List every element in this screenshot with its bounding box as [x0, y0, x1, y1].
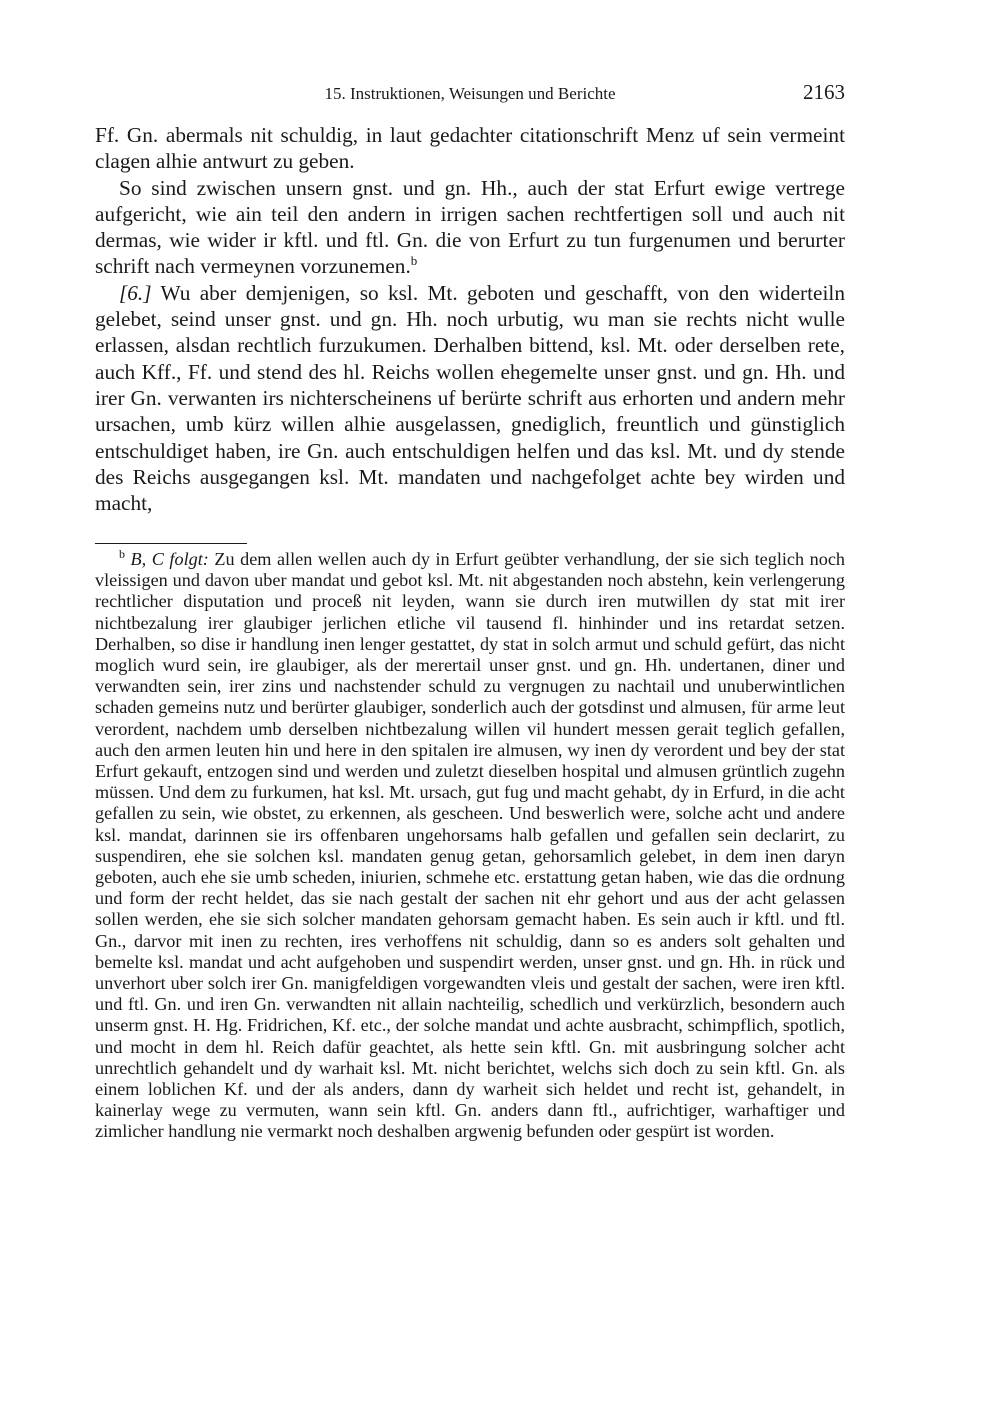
paragraph-2 — [95, 175, 845, 280]
footnote-mark: b — [119, 546, 125, 561]
main-text — [95, 122, 845, 516]
paragraph-1: Ff. Gn. abermals nit schuldig, in laut gedachter citationschrift Menz uf sein vermeint clagen alhie antwurt zu geben. — [95, 123, 845, 174]
running-head — [95, 80, 845, 108]
footnote-siglum: B, C folgt: — [130, 549, 209, 569]
paragraph-2-text: So sind zwischen unsern gnst. und gn. Hh., auch der stat Erfurt ewige vertrege aufgericht, wie ain teil den andern in irrigen sachen rechtfertigen soll und auch nit dermas, wie wider ir kftl. und ftl. Gn. die von Erfurt zu tun furgenumen und berurter schrift nach vermeynen vorzunemen. — [95, 175, 845, 279]
footnote-b — [95, 546, 845, 1143]
footnote-b-paragraph — [95, 546, 845, 1143]
paragraph-3 — [95, 280, 845, 517]
footnote-divider — [95, 543, 247, 544]
page-number: 2163 — [803, 80, 845, 104]
footnote-text: Zu dem allen wellen auch dy in Erfurt geübter verhandlung, der sie sich teglich noch vleissigen und davon uber mandat und gebot ksl. Mt. nit abgestanden noch abstehn, kein verlengerung rechtlicher disputation und proceß nit leyden, wann sie durch iren mutwillen dy stat mit irer nichtbezalung irer glaubiger jerlichen etliche vil tausend fl. hinhinder und ins retardat setzen. Derhalben, so dise ir handlung inen lenger gestattet, dy stat in solch armut und schuld gefürt, das nicht moglich wurd sein, ire glaubiger, als der merertail unser gnst. und gn. Hh. undertanen, diner und verwandten sein, irer zins und nachstender schuld zu vergnugen zu nachtail und unuberwintlichen schaden gemeins nutz und berürter glaubiger, sonderlich auch der gotsdinst und almusen, für arme leut verordent, nachdem umb derselben nichtbezalung willen vil hundert messen gerait teglich gefallen, auch den armen leuten hin und here in den spitalen ire almusen, wy inen dy verordent und bey der stat Erfurt gekauft, entzogen sind und werden und zuletzt dieselben hospital und almusen grüntlich zugehn müssen. Und dem zu furkumen, hat ksl. Mt. ursach, gut fug und macht gehabt, dy in Erfurd, in die acht gefallen zu sein, wie obstet, zu erkennen, als gescheen. Und beswerlich were, solche acht und andere ksl. mandat, darinnen sie irs offenbaren ungehorsams halb gefallen und gefallen sein declarirt, zu suspendiren, ehe sie solchen ksl. mandaten genug getan, gehorsamlich gelebet, in dem inen daryn geboten, auch ehe sie umb scheden, iniurien, schmehe etc. erstattung getan haben, wie das die ordnung und form der recht heldet, das sie nach gestalt der sachen nit ehr gehort und aus der acht gelassen sollen werden, ehe sie sich solcher mandaten gehorsam gemacht haben. Es sein auch ir kftl. und ftl. Gn., darvor mit inen zu rechten, ires verhoffens nit schuldig, dann so es anders solt gehalten und bemelte ksl. mandat und acht aufgehoben und suspendirt werden, unser gnst. und gn. Hh. in rück und unverhort uber solch irer Gn. manigfeldigen vorgewandten vleis und gestalt der sachen, were iren kftl. und ftl. Gn. und iren Gn. verwandten nit allain nachteilig, schedlich und verkürzlich, besondern auch unserm gnst. H. Hg. Fridrichen, Kf. etc., der solche mandat und achte ausbracht, schimpflich, spotlich, und mocht in dem hl. Reich dafür geachtet, als hette sein kftl. Gn. mit ausbringung solcher acht unrechtlich gehandelt und dy warhait ksl. Mt. nicht berichtet, welchs sich doch zu sein kftl. Gn. als einem loblichen Kf. und der als anders, dann dy warheit sich heldet und recht ist, gehandelt, in kainerlay wege zu vermuten, wann sein kftl. Gn. anders dann ftl., aufrichtiger, warhaftiger und zimlicher handlung nie vermarkt noch deshalben argwenig befunden oder gespürt ist worden. — [95, 549, 845, 1142]
paragraph-3-text: Wu aber demjenigen, so ksl. Mt. geboten und geschafft, von den widerteiln gelebet, seind unser gnst. und gn. Hh. noch urbutig, wu man sie rechts nicht wulle erlassen, alsdan rechtlich furzukumen. Derhalben bittend, ksl. Mt. oder derselben rete, auch Kff., Ff. und stend des hl. Reichs wollen ehegemelte unser gnst. und gn. Hh. und irer Gn. verwanten irs nichterscheinens uf berürte schrift aus erhorten und andern mehr ursachen, umb kürz willen alhie ausgelassen, gnediglich, freuntlich und günstiglich entschuldiget haben, ire Gn. auch entschuldigen helfen und das ksl. Mt. und dy stende des Reichs ausgegangen ksl. Mt. mandaten und nachgefolget achte bey wirden und macht, — [95, 280, 845, 516]
section-number: [6.] — [119, 280, 152, 305]
footnote-reference-b[interactable]: b — [410, 253, 418, 269]
running-title: 15. Instruktionen, Weisungen und Berichte — [324, 84, 616, 103]
